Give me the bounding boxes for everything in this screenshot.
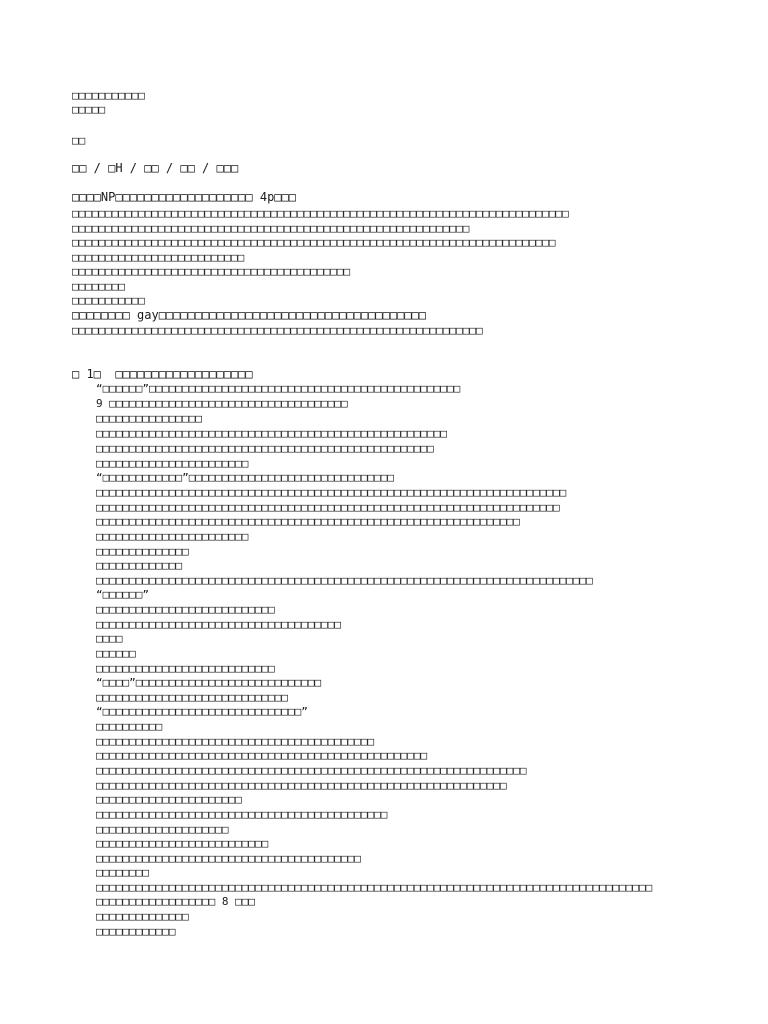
chapter-line: “□□□□□□□□□□□□□□□□□□□□□□□□□□□□□□” [96,705,308,718]
chapter-line: 9 □□□□□□□□□□□□□□□□□□□□□□□□□□□□□□□□□□□□ [96,397,348,410]
chapter-line: □□□□□□□□□□□□□□ [96,545,189,558]
chapter-line: □□□□□□□□□□□□□□□□□□ 8 □□□ [96,895,255,908]
chapter-line: □□□□□□□□□□□□□□□□□□□□□□□□□□ [96,837,269,850]
intro-line: □□□□□□□□□□□□□□□□□□□□□□□□□□□□□□□□□□□□□□□□□□□□□□□□□□□□□□□□□□□□□□□□□□□□□□□□□□□ [72,207,569,220]
chapter-line: □□□□□□□□□□□□□□□□□□□□□□□□□□□□□□□□□□□□□□□□□□□□□□□□□□□ [96,442,434,455]
chapter-line: □□□□□□□□□□ [96,720,163,733]
chapter-line: □□□□□□□□□□□□□ [96,559,183,572]
chapter-line: □□□□□□□□□□□□□□□□□□□□□□□□□□□□□□□□□□□□□□□□□□□□□□□□□□□□□□□□□□□□□□□□□□□□□□ [96,501,560,514]
document-subtitle: □□□□□ [72,103,106,116]
chapter-line: □□□□□□□□□□□□□□□□□□□□□□□□□□□□□□□□□□□□□□□□□□□□□□□□□□□□□□□□□□□□□□ [96,779,507,792]
chapter-line: □□□□□□□□ [96,866,149,879]
chapter-line: “□□□□□□”□□□□□□□□□□□□□□□□□□□□□□□□□□□□□□□□□□□□□□□□□□□□□□□ [96,382,461,395]
chapter-line: □□□□□□ [96,647,136,660]
document-tag: □□ [72,134,86,147]
chapter-line: □□□□□□□□□□□□□□□□□□□□□□□□□□□ [96,662,275,675]
chapter-line: □□□□□□□□□□□□□□□□□□□□□□□□□□□□□□□□□□□□□□□□ [96,852,361,865]
chapter-line: □□□□□□□□□□□□□□□□ [96,412,202,425]
chapter-line: □□□□□□□□□□□□□□□□□□□□□□□□□□□□□□□□□□□□□□□□□□□□□□□□□□□□□□□□□□□□□□□□□□□□□□□□□□□□□□□□□□□□ [96,881,653,894]
chapter-line: □□□□□□□□□□□□□□□□□□□□□□□□□□□□□□□□□□□□□□□□□□□□□□□□□□□□□□□□□□□□□□□□□□□□□□□ [96,486,567,499]
intro-line: □□□□□□□□□□□□□□□□□□□□□□□□□□□□□□□□□□□□□□□□□□□□□□□□□□□□□□□□□□□□ [72,222,470,235]
chapter-line: □□□□□□□□□□□□□□□□□□□□□□□□□□□□□□□□□□□□□□□□□□□□□□□□□□□□□□□□□□□□□□□□ [96,515,520,528]
intro-line: □□□□□□□□□□□□□□□□□□□□□□□□□□□□□□□□□□□□□□□□□□□□□□□□□□□□□□□□□□□□□□□□□□□□□□□□□ [72,236,556,249]
chapter-line: “□□□□□□” [96,588,149,601]
chapter-line: □□□□□□□□□□□□□□□□□□□□□□□□□□□ [96,603,275,616]
chapter-line: □□□□□□□□□□□□□□□□□□□□□□□□□□□□□□□□□□□□□□□□□□□□□□□□□□ [96,749,428,762]
chapter-heading: □ 1□ □□□□□□□□□□□□□□□□□□□ [72,367,253,381]
chapter-line: □□□□□□□□□□□□□□□□□□□□□□□□□□□□□□□□□□□□□□□□□□□□□□□□□□□□□□□□□□□□□□□□□□□□□□□□□□□ [96,574,593,587]
chapter-line: □□□□□□□□□□□□□□□□□□□□□□□ [96,530,249,543]
breadcrumb: □□ / □H / □□ / □□ / □□□ [72,161,239,175]
chapter-line: “□□□□□□□□□□□□”□□□□□□□□□□□□□□□□□□□□□□□□□□□□□□□ [96,471,395,484]
chapter-line: □□□□□□□□□□□□□□□□□□□□□□□ [96,457,249,470]
chapter-line: □□□□□□□□□□□□□□□□□□□□□□□□□□□□□□□□□□□□□□□□□□□□ [96,808,388,821]
chapter-line: □□□□□□□□□□□□□□□□□□□□□□□□□□□□□□□□□□□□□ [96,618,342,631]
intro-line: □□□□□□□□□□□□□□□□□□□□□□□□□□□□□□□□□□□□□□□□□□□□□□□□□□□□□□□□□□□□□□ [72,324,483,337]
chapter-line: □□□□□□□□□□□□□□□□□□□□□□□□□□□□□□□□□□□□□□□□□□□□□□□□□□□□□ [96,427,447,440]
intro-line: □□□□□□□□□□□ [72,294,145,307]
document-title: □□□□□□□□□□□ [72,89,145,102]
intro-line: □□□□□□□□ [72,280,125,293]
chapter-line: □□□□□□□□□□□□□□ [96,910,189,923]
chapter-line: □□□□□□□□□□□□□□□□□□□□□□□□□□□□□□□□□□□□□□□□□□□□□□□□□□□□□□□□□□□□□□□□□ [96,764,527,777]
intro-line: □□□□□□□□□□□□□□□□□□□□□□□□□□□□□□□□□□□□□□□□□□ [72,265,351,278]
chapter-line: □□□□□□□□□□□□□□□□□□□□ [96,823,229,836]
chapter-line: “□□□□”□□□□□□□□□□□□□□□□□□□□□□□□□□□□ [96,676,322,689]
chapter-line: □□□□ [96,632,123,645]
chapter-line: □□□□□□□□□□□□□□□□□□□□□□ [96,793,242,806]
chapter-line: □□□□□□□□□□□□□□□□□□□□□□□□□□□□□□□□□□□□□□□□□□ [96,735,375,748]
intro-line: □□□□□□□□□□□□□□□□□□□□□□□□□□ [72,251,245,264]
intro-line: □□□□NP□□□□□□□□□□□□□□□□□□□ 4p□□□ [72,190,296,204]
intro-line: □□□□□□□□ gay□□□□□□□□□□□□□□□□□□□□□□□□□□□□□□□□□□□□□ [72,308,427,322]
chapter-line: □□□□□□□□□□□□□□□□□□□□□□□□□□□□□ [96,691,289,704]
chapter-line: □□□□□□□□□□□□ [96,925,176,938]
